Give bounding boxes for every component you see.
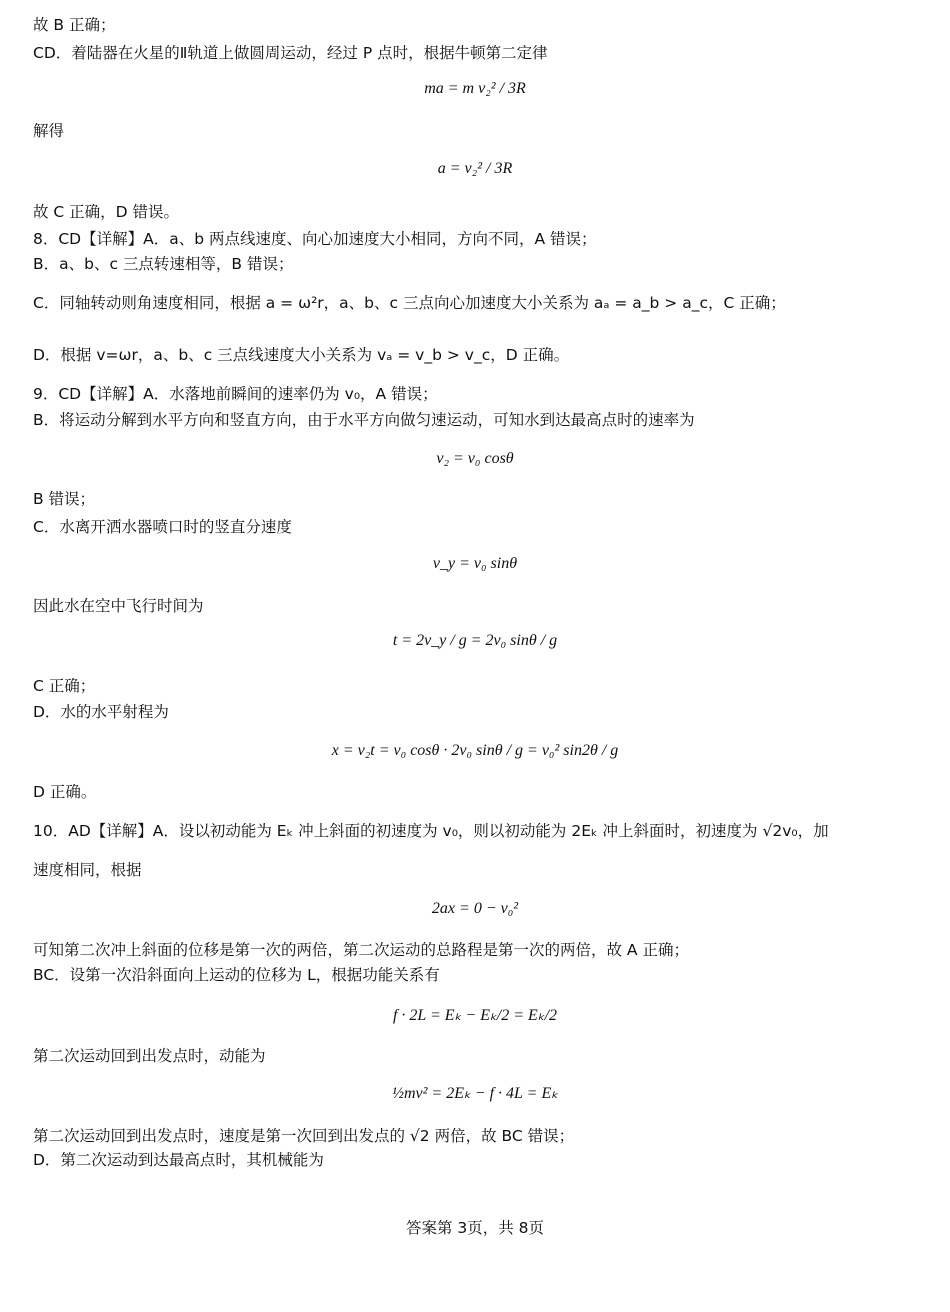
equation: t = 2v_y / g = 2v₀ sinθ / g [392, 632, 558, 649]
text-line: 9．CD【详解】A．水落地前瞬间的速率仍为 v₀，A 错误； [33, 385, 438, 403]
page-footer: 答案第 3页，共 8页 [405, 1219, 545, 1237]
text-line: 故 B 正确； [33, 16, 116, 34]
text-line: D．第二次运动到达最高点时，其机械能为 [33, 1151, 324, 1169]
equation: f · 2L = Eₖ − Eₖ/2 = Eₖ/2 [392, 1007, 558, 1024]
text-line: C 正确； [33, 677, 96, 695]
equation: a = v₂² / 3R [437, 160, 513, 177]
equation: 2ax = 0 − v₀² [431, 900, 519, 917]
text-line: C．水离开洒水器喷口时的竖直分速度 [33, 518, 292, 536]
text-line: 因此水在空中飞行时间为 [33, 597, 204, 615]
text-line: 速度相同，根据 [33, 861, 142, 879]
equation: ma = m v₂² / 3R [424, 80, 526, 97]
text-line: 故 C 正确，D 错误。 [33, 203, 180, 221]
equation: v_y = v₀ sinθ [432, 555, 518, 572]
text-line: 可知第二次冲上斜面的位移是第一次的两倍，第二次运动的总路程是第一次的两倍，故 A 正确； [33, 941, 689, 959]
text-line: D 正确。 [33, 783, 97, 801]
text-line: BC．设第一次沿斜面向上运动的位移为 L，根据功能关系有 [33, 966, 440, 984]
text-line: 第二次运动回到出发点时，速度是第一次回到出发点的 √2 两倍，故 BC 错误； [33, 1127, 575, 1145]
text-line: D．根据 v=ωr，a、b、c 三点线速度大小关系为 vₐ = v_b > v_c，D 正确。 [33, 346, 570, 364]
text-line: 解得 [33, 122, 65, 140]
text-line: B 错误； [33, 490, 96, 508]
text-line: 10．AD【详解】A．设以初动能为 Eₖ 冲上斜面的初速度为 v₀，则以初动能为 2Eₖ 冲上斜面时，初速度为 √2v₀，加 [33, 822, 829, 840]
equation: ½mv² = 2Eₖ − f · 4L = Eₖ [391, 1085, 559, 1102]
text-line: 第二次运动回到出发点时，动能为 [33, 1047, 266, 1065]
text-line: D．水的水平射程为 [33, 703, 169, 721]
text-line: C．同轴转动则角速度相同，根据 a = ω²r，a、b、c 三点向心加速度大小关系为 aₐ = a_b > a_c，C 正确； [33, 294, 786, 312]
equation: x = v₂t = v₀ cosθ · 2v₀ sinθ / g = v₀² sin2θ / g [331, 742, 619, 759]
text-line: 8．CD【详解】A．a、b 两点线速度、向心加速度大小相同，方向不同，A 错误； [33, 230, 597, 248]
equation: v₂ = v₀ cosθ [436, 450, 514, 467]
text-line: B．将运动分解到水平方向和竖直方向，由于水平方向做匀速运动，可知水到达最高点时的速率为 [33, 411, 695, 429]
text-line: B．a、b、c 三点转速相等，B 错误； [33, 255, 294, 273]
text-line: CD．着陆器在火星的Ⅱ轨道上做圆周运动，经过 P 点时，根据牛顿第二定律 [33, 44, 548, 62]
